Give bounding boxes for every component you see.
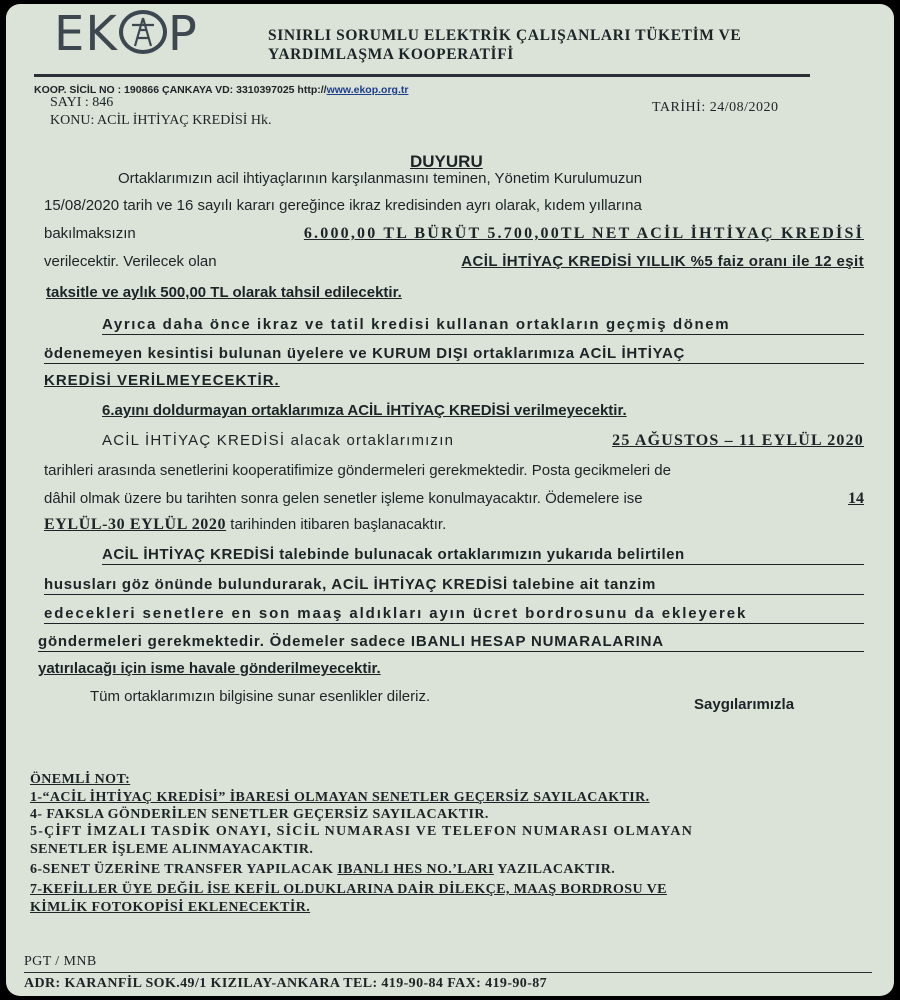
note-item: KİMLİK FOTOKOPİSİ EKLENECEKTİR. <box>30 900 311 915</box>
body-line: Ortaklarımızın acil ihtiyaçlarının karşılanmasını teminen, Yönetim Kurulumuzun <box>118 170 643 187</box>
body-line: ödenemeyen kesintisi bulunan üyelere ve KURUM DIŞI ortaklarımıza ACİL İHTİYAÇ <box>44 345 864 364</box>
body-line <box>44 225 864 243</box>
body-line: yatırılacağı için isme havale gönderilmeyecektir. <box>38 660 381 677</box>
body-line: göndermeleri gerekmektedir. Ödemeler sadece IBANLI HESAP NUMARALARINA <box>38 633 864 652</box>
interest-rate-highlight: ACİL İHTİYAÇ KREDİSİ YILLIK %5 faiz oranı ile 12 eşit <box>461 253 864 270</box>
header-divider <box>34 74 810 77</box>
footer-divider <box>24 972 872 973</box>
body-text: dâhil olmak üzere bu tarihten sonra gelen senetler işleme konulmayacaktır. Ödemelere ise <box>44 490 643 507</box>
body-line: taksitle ve aylık 500,00 TL olarak tahsil edilecektir. <box>46 284 402 301</box>
subject-line: KONU: ACİL İHTİYAÇ KREDİSİ Hk. <box>50 113 272 128</box>
document-page <box>6 4 894 996</box>
registry-text: KOOP. SİCİL NO : 190866 ÇANKAYA VD: 3310397025 http:// <box>34 84 327 96</box>
notes-title: ÖNEMLİ NOT: <box>30 772 131 787</box>
body-line <box>44 253 864 270</box>
footer-address: ADR: KARANFİL SOK.49/1 KIZILAY-ANKARA TEL: 419-90-84 FAX: 419-90-87 <box>24 976 548 991</box>
org-name-line-2: YARDIMLAŞMA KOOPERATİFİ <box>268 46 514 63</box>
document-title: DUYURU <box>410 152 483 171</box>
note-item: 7-KEFİLLER ÜYE DEĞİL İSE KEFİL OLDUKLARINA DAİR DİLEKÇE, MAAŞ BORDROSU VE <box>30 882 667 897</box>
reference-number: SAYI : 846 <box>50 95 114 110</box>
body-line <box>102 432 864 450</box>
body-line: 15/08/2020 tarih ve 16 sayılı kararı gereğince ikraz kredisinden ayrı olarak, kıdem yıllarına <box>44 197 642 214</box>
body-line: Ayrıca daha önce ikraz ve tatil kredisi kullanan ortakların geçmiş dönem <box>102 316 864 335</box>
body-line <box>44 516 446 534</box>
credit-amount-highlight: 6.000,00 TL BÜRÜT 5.700,00TL NET ACİL İHTİYAÇ KREDİSİ <box>303 225 864 242</box>
note-item <box>30 862 615 878</box>
body-line <box>44 490 864 508</box>
org-name-line-1: SINIRLI SORUMLU ELEKTRİK ÇALIŞANLARI TÜKETİM VE <box>268 27 742 44</box>
body-line: edecekleri senetlere en son maaş aldıkları ayın ücret bordrosunu da ekleyerek <box>44 605 864 624</box>
closing-text: Tüm ortaklarımızın bilgisine sunar esenlikler dileriz. <box>90 688 431 705</box>
body-line: 6.ayını doldurmayan ortaklarımıza ACİL İHTİYAÇ KREDİSİ verilmeyecektir. <box>102 402 627 419</box>
organization-name <box>268 26 741 64</box>
note-item: 1-“ACİL İHTİYAÇ KREDİSİ” İBARESİ OLMAYAN SENETLER GEÇERSİZ SAYILACAKTIR. <box>30 790 650 805</box>
body-line: hususları göz önünde bulundurarak, ACİL İHTİYAÇ KREDİSİ talebine ait tanzim <box>44 576 864 595</box>
date-highlight: 14 <box>848 490 864 507</box>
signoff: Saygılarımızla <box>694 696 795 713</box>
note-item: 5-ÇİFT İMZALI TASDİK ONAYI, SİCİL NUMARASI VE TELEFON NUMARASI OLMAYAN <box>30 824 694 839</box>
document-date: TARİHİ: 24/08/2020 <box>652 100 779 115</box>
note-text: YAZILACAKTIR. <box>497 862 616 877</box>
note-item: 4- FAKSLA GÖNDERİLEN SENETLER GEÇERSİZ SAYILACAKTIR. <box>30 807 489 822</box>
note-text: 6-SENET ÜZERİNE TRANSFER YAPILACAK <box>30 862 334 877</box>
body-text: ACİL İHTİYAÇ KREDİSİ alacak ortaklarımızın <box>102 432 455 449</box>
body-text: bakılmaksızın <box>44 225 136 242</box>
body-text: verilecektir. Verilecek olan <box>44 253 217 270</box>
body-text: tarihinden itibaren başlanacaktır. <box>230 516 447 533</box>
date-range-highlight: 25 AĞUSTOS – 11 EYLÜL 2020 <box>612 432 864 449</box>
body-line: ACİL İHTİYAÇ KREDİSİ talebinde bulunacak ortaklarımızın yukarıda belirtilen <box>102 546 864 565</box>
body-line: tarihleri arasında senetlerini kooperatifimize göndermeleri gerekmektedir. Posta gecikmeleri de <box>44 462 671 479</box>
initials: PGT / MNB <box>24 954 97 969</box>
power-pylon-icon <box>119 10 167 54</box>
ekop-logo: EK P <box>54 6 198 62</box>
date-highlight: EYLÜL-30 EYLÜL 2020 <box>44 516 227 533</box>
body-line: KREDİSİ VERİLMEYECEKTİR. <box>44 372 280 389</box>
website-link[interactable]: www.ekop.org.tr <box>326 84 409 96</box>
note-item: SENETLER İŞLEME ALINMAYACAKTIR. <box>30 842 314 857</box>
note-highlight: IBANLI HES NO.’LARI <box>337 862 494 877</box>
